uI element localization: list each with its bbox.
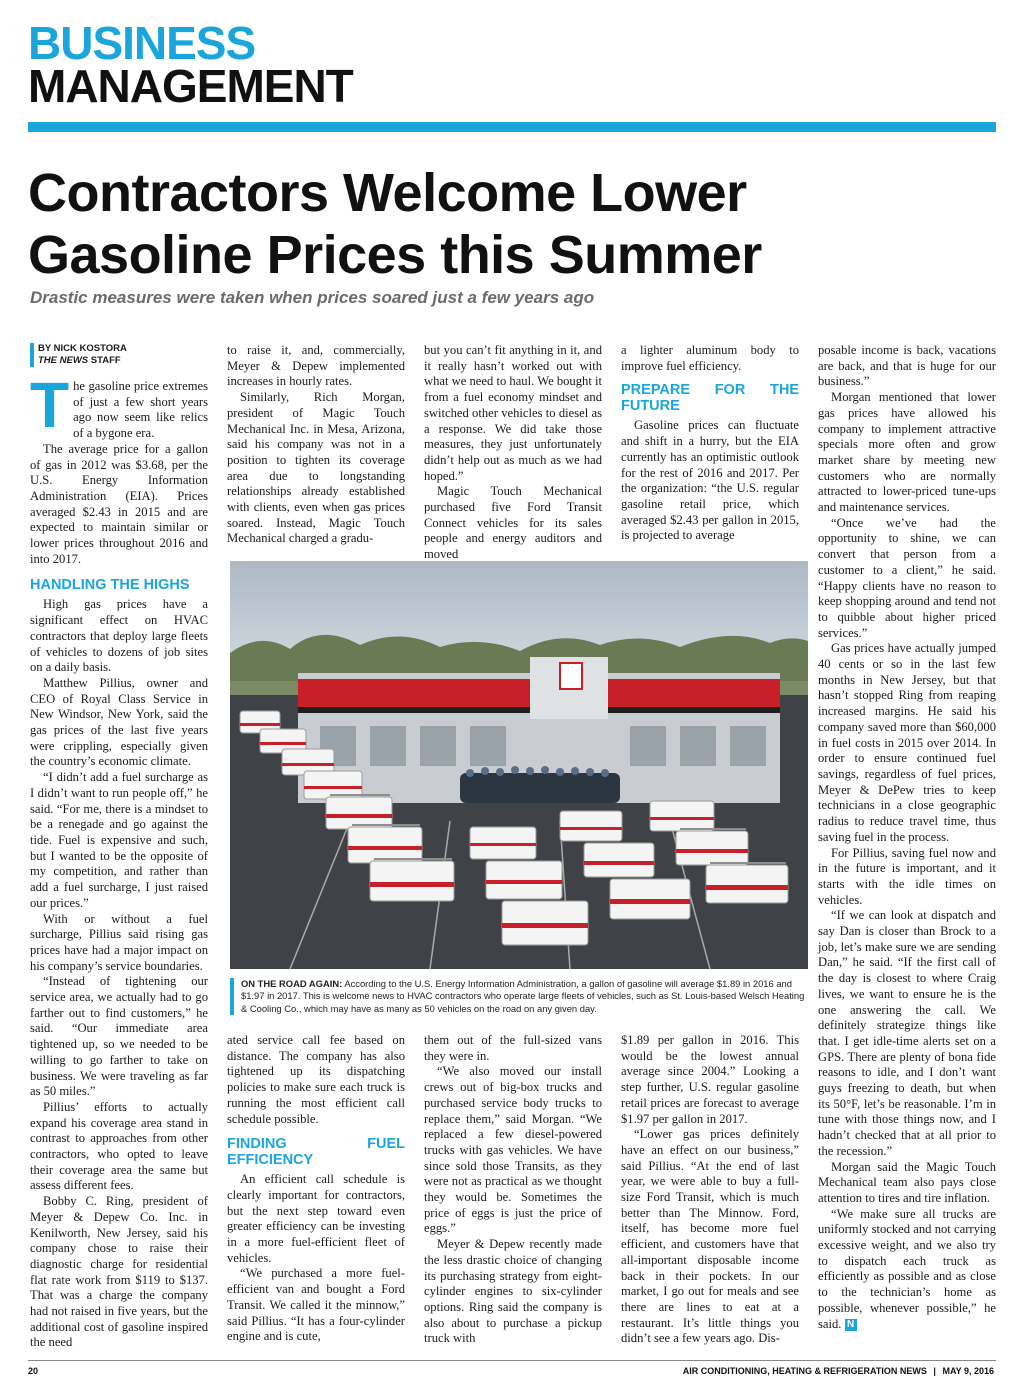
headline-line-2: Gasoline Prices this Summer — [28, 225, 762, 285]
article-headline — [28, 162, 988, 286]
paragraph: Gas prices have actually jumped 40 cents or so in the last few months in New Jersey, but that hasn’t stopped Ring from reaping increased margins. He said his company saved more than $60,000 in fuel costs in 2015 over 2014. In order to ensure continued fuel savings, regardless of fuel prices, Meyer & DePew tries to keep technicians in a close geographic radius to reduce travel time, thus saving fuel in the process. — [818, 641, 996, 844]
headline-line-1: Contractors Welcome Lower — [28, 163, 747, 223]
paragraph: but you can’t fit anything in it, and it really hasn’t worked out with what we need to haul. We bought it from a fuel economy mindset and switched other vehicles to diesel as a response. We did take those measures, they just unfortunately didn’t help out as much as we had hoped.” — [424, 343, 602, 483]
paragraph: “I didn’t add a fuel surcharge as I didn’t want to run people off,” he said. “For me, there is a mindset to be a renegade and go against the tide. Fuel is expensive and such, but I wanted to be the opposite of my competition, and rather than add a fuel surcharge, I just raised our prices.” — [30, 770, 208, 910]
section-title-management: MANAGEMENT — [28, 60, 353, 112]
fleet-photo — [230, 561, 808, 969]
footer-publication: AIR CONDITIONING, HEATING & REFRIGERATION NEWS — [682, 1366, 927, 1376]
byline-author: BY NICK KOSTORA — [38, 343, 127, 354]
paragraph: $1.89 per gallon in 2016. This would be the lowest annual average since 2004.” Looking a step further, U.S. regular gasoline retail prices are forecast to average $1.97 per gallon in 2017. — [621, 1033, 799, 1126]
section-header — [28, 17, 448, 112]
lead-paragraph — [30, 369, 208, 442]
footer-separator: | — [933, 1366, 936, 1376]
paragraph: The average price for a gallon of gas in 2012 was $3.68, per the U.S. Energy Information Administration (EIA). Prices averaged $2.43 in 2015 and are expected to maintain similar or lower prices throughout 2016 and into 2017. — [30, 441, 208, 566]
paragraph: them out of the full-sized vans they were in. — [424, 1033, 602, 1063]
paragraph: Morgan said the Magic Touch Mechanical team also pays close attention to tires and tire inflation. — [818, 1159, 996, 1205]
footer-publication-info — [683, 1366, 994, 1376]
paragraph: “If we can look at dispatch and say Dan is closer than Brock to a job, let’s make sure we are sending Dan,” he said. “If the first call of the day is closest to where Craig lives, we want to ensure he is the one answering the call. We definitely strategize things like that. I get idle-time alerts set on a GPS. There are plenty of bona fide reasons to idle, and I don’t want guys freezing to death, but when its 50°F, let’s be reasonable. I’m in tune with those things now, and I hadn’t checked that at all prior to the recession.” — [818, 908, 996, 1158]
photo-caption — [230, 978, 810, 1015]
paragraph — [818, 1207, 996, 1333]
closing-text: “We make sure all trucks are uniformly stocked and not carrying excessive weight, and we also try to dispatch each truck as efficiently as possible and as close to the technician’s home as possible, whenever possible,” he said. — [818, 1206, 996, 1331]
paragraph: Bobby C. Ring, president of Meyer & Depew Co. Inc. in Kenilworth, New Jersey, said his company chose to raise their diagnostic charge for residential flat rate work from $119 to $137. That was a charge the company had not raised in five years, but the additional cost of gasoline inspired the need — [30, 1194, 208, 1350]
column-3-bottom — [424, 1033, 602, 1347]
paragraph: “Lower gas prices definitely have an effect on our business,” said Pillius. “At the end of last year, we were able to buy a full-size Ford Transit, which is much better than The Minnow. Ford, itself, has become more fuel efficient, and customers have that all-important disposable income back in their pockets. In our market, I go out for meals and see there are lines to eat at a restaurant. It’s little things you didn’t see a few years ago. Dis- — [621, 1127, 799, 1346]
paragraph: to raise it, and, commercially, Meyer & Depew implemented increases in hourly rates. — [227, 343, 405, 389]
footer-rule — [28, 1360, 996, 1361]
paragraph: Matthew Pillius, owner and CEO of Royal Class Service in New Windsor, New York, said the gas prices of the last five years were crippling, especially given the country’s economic climate. — [30, 675, 208, 769]
lead-text: he gasoline price extremes of just a few short years ago now seem like relics of a bygone era. — [73, 379, 208, 441]
column-4-top — [621, 343, 799, 544]
paragraph: An efficient call schedule is clearly important for contractors, but the next step toward even greater efficiency can be investing in a more fuel-efficient fleet of vehicles. — [227, 1172, 405, 1265]
subhead-prepare-for-the-future: PREPARE FOR THE FUTURE — [621, 382, 799, 415]
paragraph: “We also moved our install crews out of big-box trucks and purchased service body trucks to replace them,” said Morgan. “We replaced a few diesel-powered trucks with gas vehicles. We have since sold those Transits, as they were not as practical as we thought they would be. Sometimes the price of eggs is just the price of eggs.” — [424, 1064, 602, 1236]
byline — [30, 343, 208, 367]
column-2-top — [227, 343, 405, 547]
paragraph: High gas prices have a significant effect on HVAC contractors that deploy large fleets of vehicles to dozens of job sites on a daily basis. — [30, 597, 208, 675]
paragraph: posable income is back, vacations are back, and that is huge for our business.” — [818, 343, 996, 389]
header-rule — [28, 122, 996, 132]
column-4-bottom — [621, 1033, 799, 1347]
paragraph: “Instead of tightening our service area, we actually had to go farther out to find customers,” he said. “Our immediate area tightened up, so we needed to be willing to go farther to take on business. We were traveling as far as 50 miles.” — [30, 974, 208, 1099]
paragraph: Gasoline prices can fluctuate and shift in a hurry, but the EIA currently has an optimistic outlook for the rest of 2016 and 2017. Per the organization: “the U.S. regular gasoline retail price, which averaged $2.43 per gallon in 2015, is projected to average — [621, 418, 799, 543]
paragraph: Meyer & Depew recently made the less drastic choice of changing its purchasing strategy from eight-cylinder engines to six-cylinder options. Ring said the company is also about to purchase a pickup truck with — [424, 1237, 602, 1346]
column-5 — [818, 343, 996, 1332]
paragraph: For Pillius, saving fuel now and in the future is important, and it starts with the idle times on vehicles. — [818, 845, 996, 907]
subhead-finding-fuel-efficiency: FINDING FUEL EFFICIENCY — [227, 1136, 405, 1169]
section-title-business: BUSINESS — [28, 17, 256, 69]
footer-date: MAY 9, 2016 — [942, 1366, 994, 1376]
paragraph: a lighter aluminum body to improve fuel efficiency. — [621, 343, 799, 373]
paragraph: “We purchased a more fuel-efficient van and bought a Ford Transit. We called it the minnow,” said Pillius. “It has a four-cylinder engine and is cute, — [227, 1266, 405, 1344]
page-number: 20 — [28, 1366, 39, 1376]
paragraph: “Once we’ve had the opportunity to shine, we can convert that person from a customer to a client,” he said. “Happy clients have no reason to keep shopping around and tend not to quibble about higher priced services.” — [818, 515, 996, 640]
byline-staff — [38, 355, 208, 367]
end-of-story-icon: N — [845, 1319, 857, 1331]
paragraph: Magic Touch Mechanical purchased five Ford Transit Connect vehicles for its sales people and energy auditors and moved — [424, 484, 602, 562]
paragraph: Pillius’ efforts to actually expand his coverage area stand in contrast to approaches from other contractors, who opted to leave their coverage area the same but assess different fees. — [30, 1099, 208, 1193]
column-1 — [30, 343, 208, 1351]
column-2-bottom — [227, 1033, 405, 1345]
paragraph: Morgan mentioned that lower gas prices have allowed his company to implement attractive specials more often and grow market share by meeting new customers who are normally attracted to lower-priced tune-ups and maintenance services. — [818, 390, 996, 515]
article-deck: Drastic measures were taken when prices soared just a few years ago — [30, 288, 595, 307]
caption-lead: ON THE ROAD AGAIN: — [241, 978, 343, 989]
fleet-photo-illustration — [230, 561, 808, 969]
subhead-handling-the-highs: HANDLING THE HIGHS — [30, 577, 190, 594]
column-3-top — [424, 343, 602, 563]
paragraph: Similarly, Rich Morgan, president of Magic Touch Mechanical Inc. in Mesa, Arizona, said his company was not in a position to tighten its coverage area due to longstanding relationships already established with clients, even when gas prices soared. Instead, Magic Touch Mechanical charged a gradu- — [227, 390, 405, 546]
paragraph: ated service call fee based on distance. The company has also tightened up its dispatching policies to make sure each truck is running the most efficient call schedule possible. — [227, 1033, 405, 1126]
byline-publication: THE NEWS — [38, 355, 89, 366]
caption-text: According to the U.S. Energy Information Administration, a gallon of gasoline will average $1.89 in 2016 and $1.97 in 2017. This is welcome news to HVAC contractors who operate large fleets of vehicles, such as St. Louis-based Welsch Heating & Cooling Co., which may have as many as 50 vehicles on the road on any given day. — [241, 978, 805, 1014]
paragraph: With or without a fuel surcharge, Pillius said rising gas prices have had a major impact on his company’s service boundaries. — [30, 911, 208, 973]
byline-staff-suffix: STAFF — [90, 355, 121, 366]
drop-cap: T — [30, 369, 70, 441]
